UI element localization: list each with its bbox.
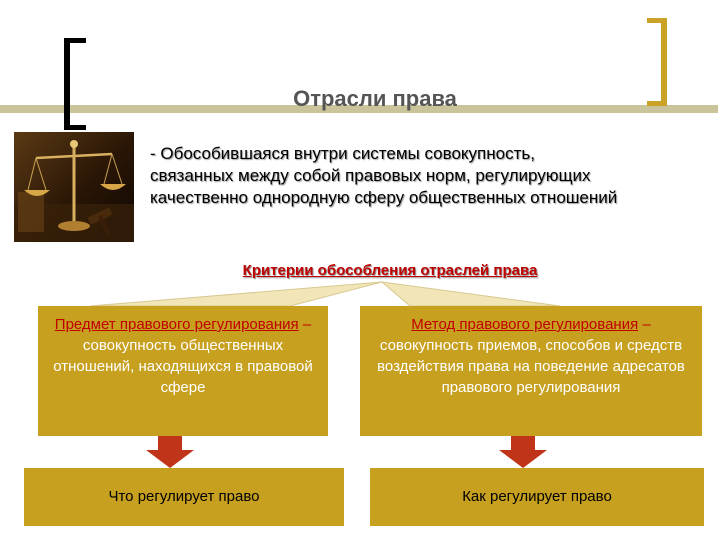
definition-text: - Обособившаяся внутри системы совокупность, связанных между собой правовых норм, регулирующих качественно однородную сферу общественных отношений	[150, 144, 618, 207]
method-description: совокупность приемов, способов и средств воздействия права на поведение адресатов правового регулирования	[377, 337, 685, 396]
how-law-regulates-box: Как регулирует право	[370, 468, 704, 526]
method-dash: –	[638, 316, 651, 333]
method-of-regulation-box	[360, 306, 702, 436]
method-term: Метод правового регулирования	[411, 316, 639, 333]
subject-description: совокупность общественных отношений, находящихся в правовой сфере	[53, 337, 313, 396]
slide-title: Отрасли права	[293, 86, 457, 111]
down-arrow-icon	[146, 436, 194, 468]
criteria-heading: Критерии обособления отраслей права	[242, 262, 538, 279]
what-law-regulates-box: Что регулирует право	[24, 468, 344, 526]
down-arrow-icon	[499, 436, 547, 468]
subject-dash: –	[298, 316, 312, 333]
subject-term: Предмет правового регулирования	[54, 316, 299, 333]
subject-of-regulation-box	[38, 306, 328, 436]
